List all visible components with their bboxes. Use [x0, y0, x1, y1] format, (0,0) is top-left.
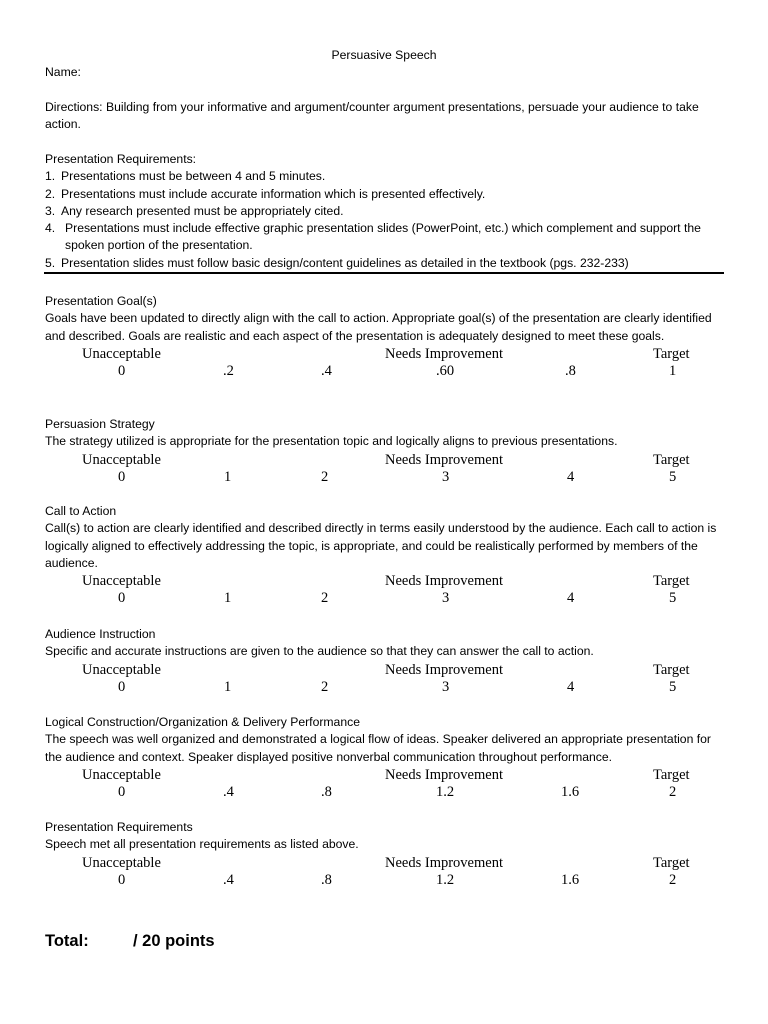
scale-label-unacceptable: Unacceptable — [82, 661, 161, 678]
scale-label-target: Target — [653, 345, 690, 362]
requirement-number: 1. — [45, 169, 56, 184]
score-value: 5 — [669, 468, 677, 485]
rubric-section-persuasion-strategy — [45, 416, 735, 488]
section-description: Speech met all presentation requirements as listed above. — [45, 837, 359, 852]
section-title: Presentation Goal(s) — [45, 294, 157, 308]
scale-label-needs-improvement: Needs Improvement — [385, 661, 503, 678]
scale-label-needs-improvement: Needs Improvement — [385, 854, 503, 871]
score-value: 4 — [567, 678, 575, 695]
score-value: 1.6 — [561, 871, 580, 888]
requirement-text: Presentation slides must follow basic design/content guidelines as detailed in the textbook (pgs. 232-233) — [61, 255, 629, 270]
score-scale — [45, 346, 735, 382]
score-value: 3 — [442, 678, 450, 695]
rubric-section-call-to-action — [45, 503, 735, 609]
scale-label-needs-improvement: Needs Improvement — [385, 345, 503, 362]
section-title: Presentation Requirements — [45, 820, 193, 834]
score-value: .4 — [223, 783, 234, 800]
scale-label-target: Target — [653, 661, 690, 678]
section-title: Logical Construction/Organization & Delivery Performance — [45, 715, 360, 729]
requirements-block — [45, 151, 735, 272]
requirement-text: Presentations must include accurate information which is presented effectively. — [61, 186, 486, 201]
requirement-number: 2. — [45, 186, 56, 201]
section-title: Call to Action — [45, 504, 117, 518]
section-description: Specific and accurate instructions are given to the audience so that they can answer the call to action. — [45, 644, 594, 659]
scale-label-target: Target — [653, 573, 690, 590]
score-value: 1.6 — [561, 783, 580, 800]
score-value: .8 — [321, 871, 332, 888]
score-value: 2 — [321, 678, 329, 695]
score-value: 3 — [442, 590, 450, 607]
score-value: 2 — [321, 468, 329, 485]
directions-text: Directions: Building from your informative and argument/counter argument presentations, persuade your audience to take action. — [45, 100, 699, 132]
score-value: .2 — [223, 362, 234, 379]
scale-label-unacceptable: Unacceptable — [82, 573, 161, 590]
score-value: 4 — [567, 590, 575, 607]
section-description: Goals have been updated to directly align with the call to action. Appropriate goal(s) of the presentation are clearly identified and described. Goals are realistic and each aspect of the presentation is adequately designed to meet these goals. — [45, 311, 712, 343]
requirement-text: Presentations must be between 4 and 5 minutes. — [61, 169, 326, 184]
score-value: 1 — [224, 468, 232, 485]
score-value: 1 — [224, 678, 232, 695]
score-value: 0 — [118, 783, 126, 800]
score-value: 5 — [669, 678, 677, 695]
page-title: Persuasive Speech — [331, 48, 437, 62]
score-scale — [45, 573, 735, 609]
scale-label-needs-improvement: Needs Improvement — [385, 573, 503, 590]
score-value: .4 — [321, 362, 332, 379]
scale-label-unacceptable: Unacceptable — [82, 854, 161, 871]
score-value: 5 — [669, 590, 677, 607]
requirement-item — [45, 220, 735, 255]
score-value: 0 — [118, 362, 126, 379]
section-title: Audience Instruction — [45, 627, 156, 641]
requirement-item — [45, 186, 735, 203]
requirement-item — [45, 203, 735, 220]
scale-label-unacceptable: Unacceptable — [82, 766, 161, 783]
total-points: / 20 points — [133, 932, 215, 950]
requirement-number: 3. — [45, 203, 56, 218]
score-value: 2 — [669, 871, 677, 888]
total-score — [45, 932, 215, 951]
score-value: 1.2 — [436, 783, 455, 800]
score-value: 4 — [567, 468, 575, 485]
requirement-number: 5. — [45, 255, 56, 270]
score-value: 1 — [669, 362, 677, 379]
score-scale — [45, 767, 735, 803]
score-value: .4 — [223, 871, 234, 888]
score-value: 0 — [118, 468, 126, 485]
score-value: 0 — [118, 678, 126, 695]
score-value: .8 — [321, 783, 332, 800]
rubric-section-audience-instruction — [45, 626, 735, 698]
score-value: 1.2 — [436, 871, 455, 888]
score-value: .60 — [436, 362, 455, 379]
score-value: 3 — [442, 468, 450, 485]
section-title: Persuasion Strategy — [45, 417, 155, 431]
score-value: 1 — [224, 590, 232, 607]
scale-label-needs-improvement: Needs Improvement — [385, 766, 503, 783]
score-scale — [45, 662, 735, 698]
score-value: 0 — [118, 871, 126, 888]
scale-label-target: Target — [653, 451, 690, 468]
requirement-text: Any research presented must be appropriately cited. — [61, 203, 344, 218]
score-value: 2 — [321, 590, 329, 607]
scale-label-target: Target — [653, 766, 690, 783]
section-description: Call(s) to action are clearly identified and described directly in terms easily understood by the audience. Each call to action is logically aligned to effectively addressing the topic, is appropriate, and could be realistically performed by members of the audience. — [45, 521, 717, 570]
score-value: 2 — [669, 783, 677, 800]
rubric-section-logical-construction — [45, 714, 735, 803]
total-label: Total: — [45, 932, 89, 950]
score-value: 0 — [118, 590, 126, 607]
score-scale — [45, 855, 735, 891]
scale-label-unacceptable: Unacceptable — [82, 345, 161, 362]
requirement-item — [45, 255, 735, 272]
section-description: The strategy utilized is appropriate for the presentation topic and logically aligns to previous presentations. — [45, 434, 618, 449]
section-divider — [44, 272, 724, 274]
requirements-heading: Presentation Requirements: — [45, 152, 197, 166]
requirement-item — [45, 168, 735, 185]
scale-label-target: Target — [653, 854, 690, 871]
requirement-number: 4. — [45, 221, 56, 236]
scale-label-unacceptable: Unacceptable — [82, 451, 161, 468]
score-scale — [45, 452, 735, 488]
rubric-section-presentation-goals — [45, 293, 735, 382]
name-label: Name: — [45, 65, 81, 79]
rubric-section-presentation-requirements — [45, 819, 735, 891]
section-description: The speech was well organized and demonstrated a logical flow of ideas. Speaker delivered an appropriate presentation for the audience and context. Speaker displayed positive nonverbal communication throughout performance. — [45, 732, 711, 764]
requirement-text: Presentations must include effective graphic presentation slides (PowerPoint, etc.) which complement and support the spoken portion of the presentation. — [65, 221, 701, 253]
scale-label-needs-improvement: Needs Improvement — [385, 451, 503, 468]
score-value: .8 — [565, 362, 576, 379]
